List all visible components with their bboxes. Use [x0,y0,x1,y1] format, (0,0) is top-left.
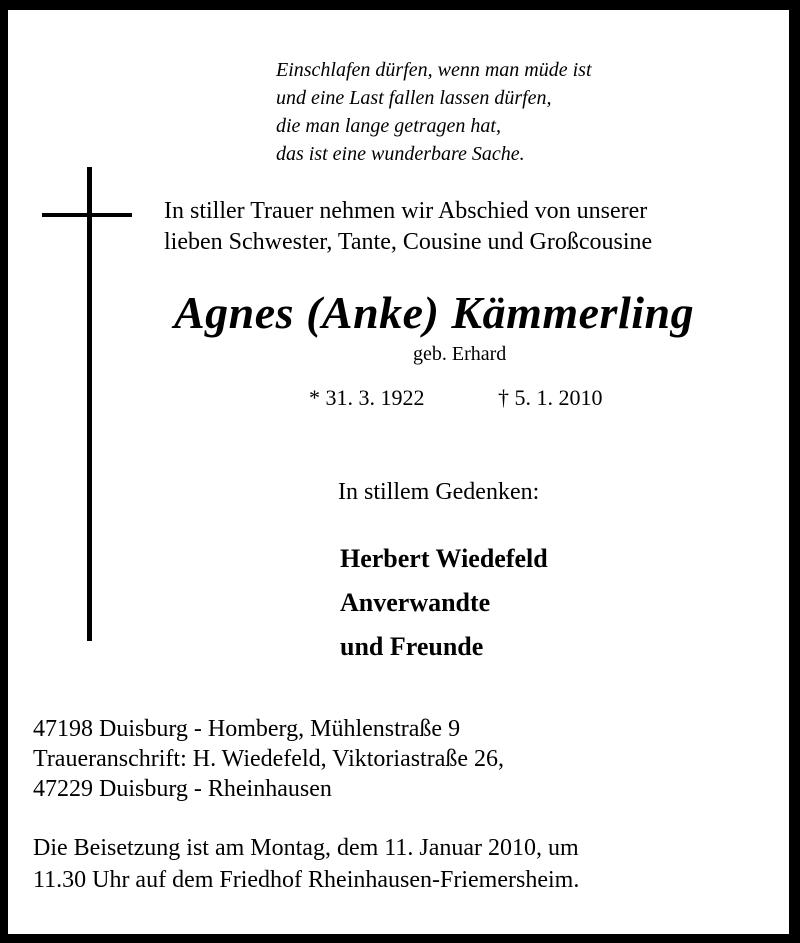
funeral-line: 11.30 Uhr auf dem Friedhof Rheinhausen-Friemersheim. [33,867,580,893]
address-line: Traueranschrift: H. Wiedefeld, Viktoriastraße 26, [33,746,505,772]
funeral-line: Die Beisetzung ist am Montag, dem 11. Januar 2010, um [33,835,579,861]
intro-text [164,196,652,258]
intro-line: In stiller Trauer nehmen wir Abschied von unserer [164,198,648,224]
mourners-list [340,537,548,669]
maiden-name: geb. Erhard [413,343,507,365]
funeral-notice [33,832,579,896]
mourner: Herbert Wiedefeld [340,544,548,573]
address-block [33,714,504,804]
memory-line: In stillem Gedenken: [338,479,540,505]
poem-line: das ist eine wunderbare Sache. [276,143,525,165]
deceased-name: Agnes (Anke) Kämmerling [174,287,695,338]
poem-line: und eine Last fallen lassen dürfen, [276,87,552,109]
mourner: Anverwandte [340,588,491,617]
cross-vertical-bar [87,167,92,641]
poem-line: Einschlafen dürfen, wenn man müde ist [276,59,592,81]
address-line: 47198 Duisburg - Homberg, Mühlenstraße 9 [33,716,461,742]
obituary-card [8,10,789,934]
poem [276,56,592,168]
intro-line: lieben Schwester, Tante, Cousine und Großcousine [164,229,653,255]
poem-line: die man lange getragen hat, [276,115,501,137]
death-date: † 5. 1. 2010 [498,385,603,410]
address-line: 47229 Duisburg - Rheinhausen [33,776,332,802]
mourner: und Freunde [340,632,484,661]
birth-date: * 31. 3. 1922 [309,385,425,410]
cross-horizontal-bar [42,213,132,217]
